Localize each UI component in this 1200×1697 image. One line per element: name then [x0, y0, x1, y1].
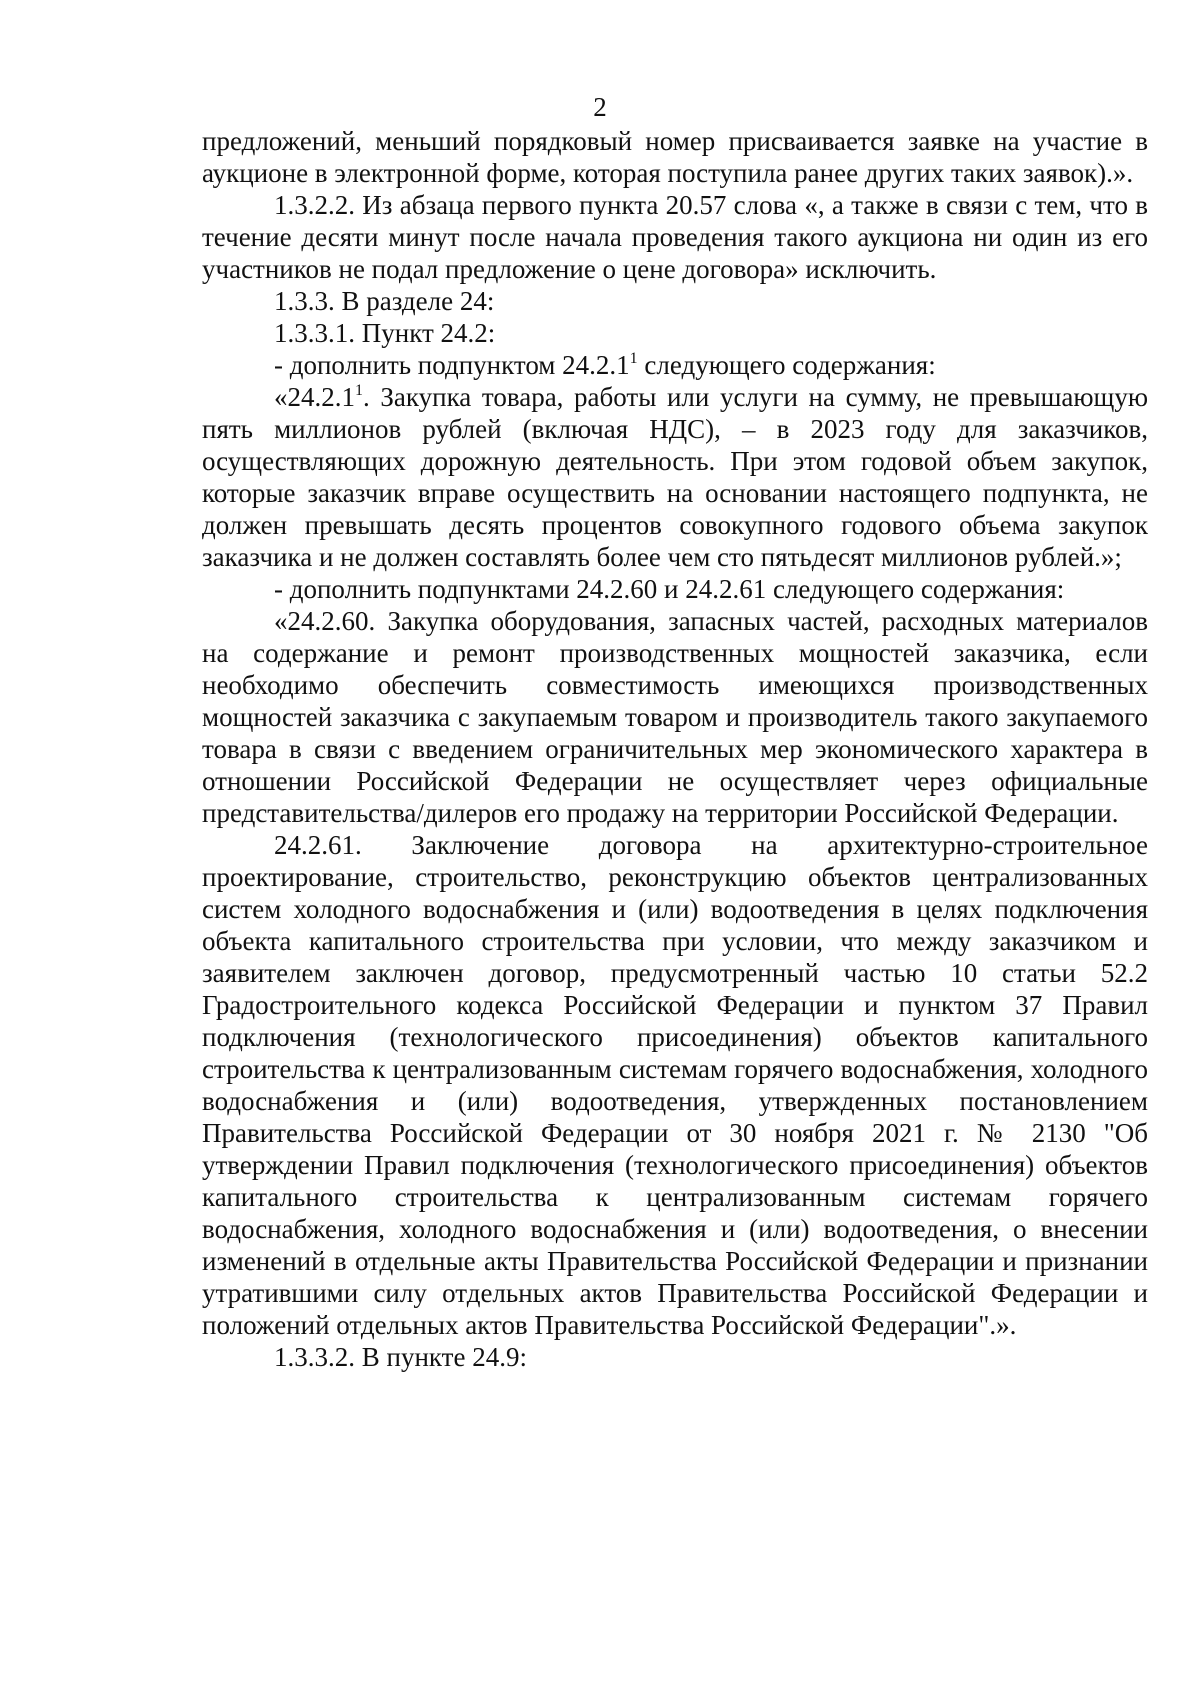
paragraph-1-3-3-1: 1.3.3.1. Пункт 24.2:: [274, 318, 496, 348]
paragraph-24-2-1-1: [202, 381, 1148, 573]
paragraph-add-subpoint-24-2-1-1: [202, 349, 1148, 381]
text-segment: «24.2.1: [274, 382, 355, 412]
paragraph-1-3-2-2: 1.3.2.2. Из абзаца первого пункта 20.57 слова «, а также в связи с тем, что в течение десяти минут после начала проведения такого аукциона ни один из его участников не подал предложение о цене договора» исключить.: [202, 190, 1148, 284]
paragraph-add-subpoints-24-2-60-61: - дополнить подпунктами 24.2.60 и 24.2.61 следующего содержания:: [274, 574, 1065, 604]
paragraph-continuation: предложений, меньший порядковый номер присваивается заявке на участие в аукционе в электронной форме, которая поступила ранее других таких заявок).».: [202, 126, 1148, 188]
text-segment: . Закупка товара, работы или услуги на сумму, не превышающую пять миллионов рублей (включая НДС), – в 2023 году для заказчиков, осуществляющих дорожную деятельность. При этом годовой объем закупок, которые заказчик вправе осуществить на основании настоящего подпункта, не должен превышать десять процентов совокупного годового объема закупок заказчика и не должен составлять более чем сто пятьдесят миллионов рублей.»;: [202, 382, 1148, 572]
superscript: 1: [355, 382, 363, 399]
page-number: 2: [593, 92, 607, 122]
paragraph-1-3-3-2: 1.3.3.2. В пункте 24.9:: [274, 1342, 527, 1372]
paragraph-1-3-3: 1.3.3. В разделе 24:: [274, 286, 495, 316]
text-segment: следующего содержания:: [637, 350, 936, 380]
paragraph-24-2-60: «24.2.60. Закупка оборудования, запасных частей, расходных материалов на содержание и ремонт производственных мощностей заказчика, если необходимо обеспечить совместимость имеющихся производственных мощностей заказчика с закупаемым товаром и производитель такого закупаемого товара в связи с введением ограничительных мер экономического характера в отношении Российской Федерации не осуществляет через официальные представительства/дилеров его продажу на территории Российской Федерации.: [202, 606, 1148, 828]
paragraph-24-2-61: 24.2.61. Заключение договора на архитектурно-строительное проектирование, строительство, реконструкцию объектов централизованных систем холодного водоснабжения и (или) водоотведения в целях подключения объекта капитального строительства при условии, что между заказчиком и заявителем заключен договор, предусмотренный частью 10 статьи 52.2 Градостроительного кодекса Российской Федерации и пунктом 37 Правил подключения (технологического присоединения) объектов капитального строительства к централизованным системам горячего водоснабжения, холодного водоснабжения и (или) водоотведения, утвержденных постановлением Правительства Российской Федерации от 30 ноября 2021 г. № 2130 "Об утверждении Правил подключения (технологического присоединения) объектов капитального строительства к централизованным системам горячего водоснабжения, холодного водоснабжения и (или) водоотведения, о внесении изменений в отдельные акты Правительства Российской Федерации и признании утратившими силу отдельных актов Правительства Российской Федерации и положений отдельных актов Правительства Российской Федерации".».: [202, 830, 1148, 1340]
text-segment: - дополнить подпунктом 24.2.1: [274, 350, 630, 380]
document-body: [202, 125, 1148, 1373]
superscript: 1: [629, 350, 638, 367]
